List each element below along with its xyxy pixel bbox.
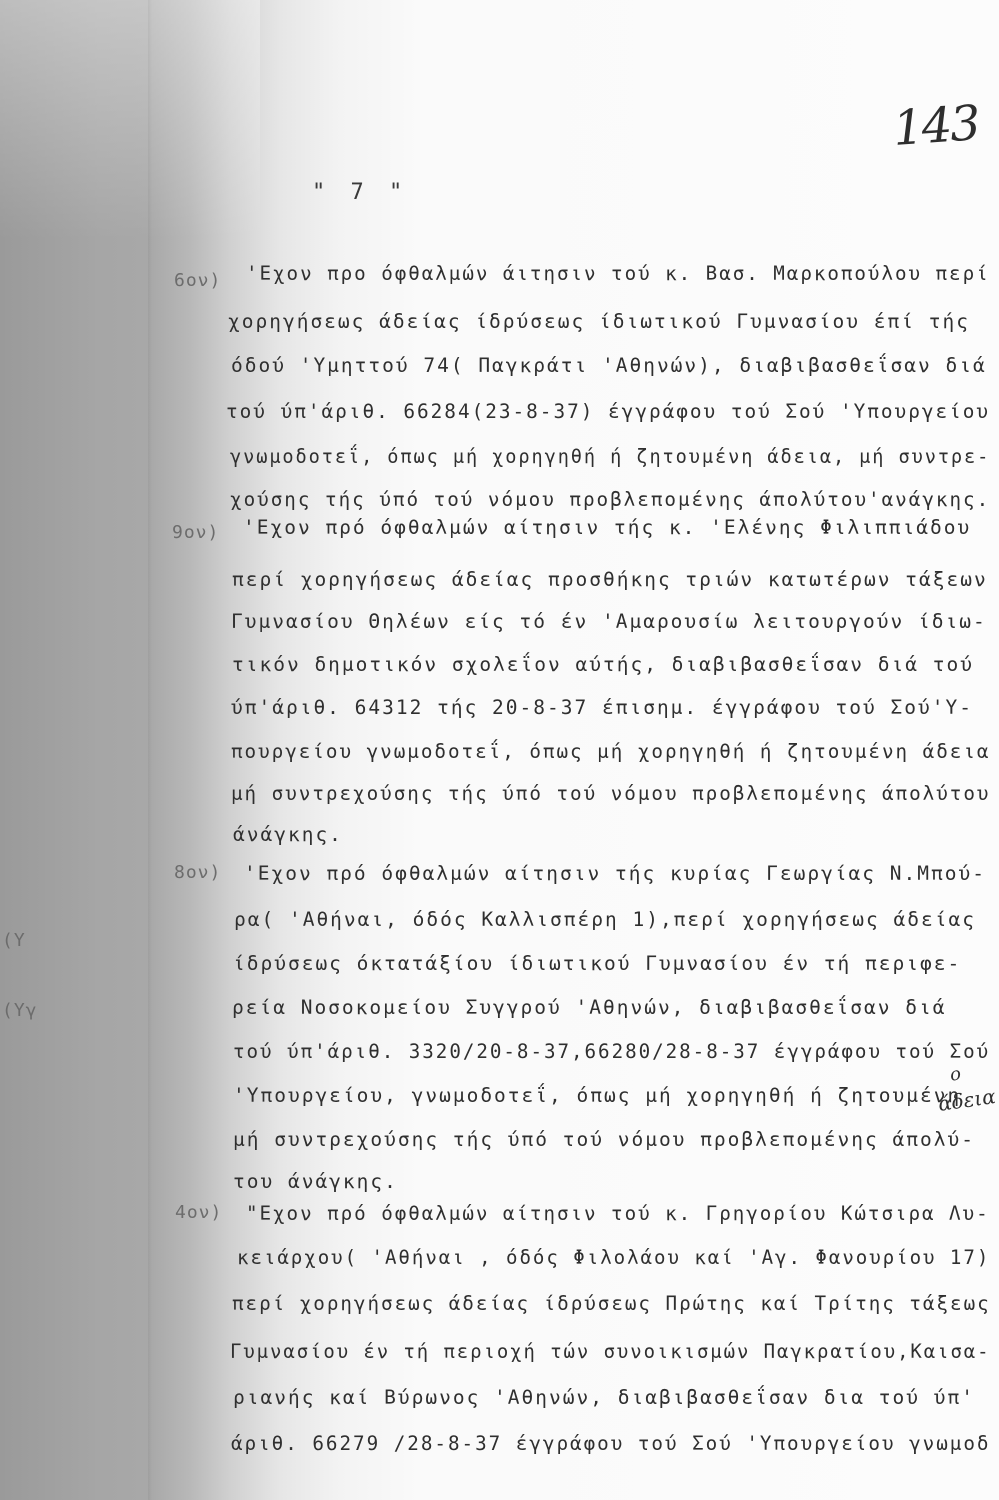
margin-label: (Υγ (2, 1000, 38, 1021)
text-line: μή συντρεχούσης τής ύπό τού νόμου προβλεπομένης άπολύτου (231, 782, 991, 805)
text-line: ίδρύσεως όκτατάξίου ίδιωτικού Γυμνασίου έν τή περιφε- (233, 952, 962, 975)
binding-fold (148, 0, 152, 1500)
scan-shadow (0, 0, 260, 240)
text-line: άριθ. 66279 /28-8-37 έγγράφου τού Σού 'Υπουργείου γνωμοδ (231, 1432, 991, 1455)
text-line: 'Εχον πρό όφθαλμών αίτησιν τής κ. 'Ελένης Φιλιππιάδου (243, 516, 972, 539)
text-line: περί χορηγήσεως άδείας ίδρύσεως Πρώτης καί Τρίτης τάξεως (232, 1292, 991, 1315)
text-line: ριανής καί Βύρωνος 'Αθηνών, διαβιβασθεΐσαν δια τού ύπ' (233, 1386, 975, 1409)
text-line: όδού 'Υμηττού 74( Παγκράτι 'Αθηνών), διαβιβασθεΐσαν διά (231, 354, 987, 377)
text-line: του άνάγκης. (233, 1170, 398, 1193)
margin-label: 9ον) (172, 522, 220, 543)
text-line: τού ύπ'άριθ. 3320/20-8-37,66280/28-8-37 έγγράφου τού Σού (233, 1040, 991, 1063)
text-line: άνάγκης. (233, 823, 343, 846)
text-line: Γυμνασίου έν τή περιοχή τών συνοικισμών Παγκρατίου,Καισα- (230, 1340, 991, 1363)
text-line: μή συντρεχούσης τής ύπό τού νόμου προβλεπομένης άπολύ- (233, 1128, 975, 1151)
text-line: 'Εχον προ όφθαλμών άιτησιν τού κ. Βασ. Μαρκοπούλου περί (246, 262, 990, 285)
text-line: Γυμνασίου Θηλέων είς τό έν 'Αμαρουσίω λειτουργούν ίδιω- (231, 610, 987, 633)
text-line: ύπ'άριθ. 64312 τής 20-8-37 έπισημ. έγγράφου τού Σού'Υ- (231, 696, 973, 719)
text-line: χούσης τής ύπό τού νόμου προβλεπομένης άπολύτου'ανάγκης. (230, 488, 991, 511)
text-line: πουργείου γνωμοδοτεΐ, όπως μή χορηγηθή ή ζητουμένη άδεια (231, 740, 991, 763)
handwritten-insert: άδεια (936, 1084, 998, 1116)
text-line: χορηγήσεως άδείας ίδρύσεως ίδιωτικού Γυμνασίου έπί τής (228, 310, 970, 333)
text-line: περί χορηγήσεως άδείας προσθήκης τριών κατωτέρων τάξεων (232, 568, 988, 591)
margin-label: 8ον) (174, 862, 222, 883)
margin-label: 4ον) (175, 1202, 223, 1223)
text-line: τού ύπ'άριθ. 66284(23-8-37) έγγράφου τού Σού 'Υπουργείου (226, 400, 991, 423)
margin-label: (Υ (2, 930, 26, 951)
margin-label: 6ον) (174, 270, 222, 291)
text-line: ρα( 'Αθήναι, όδός Καλλισπέρη 1),περί χορηγήσεως άδείας (234, 908, 976, 931)
text-line: ρεία Νοσοκομείου Συγγρού 'Αθηνών, διαβιβασθεΐσαν διά (232, 996, 947, 1019)
handwritten-insert-marker: ο (948, 1063, 963, 1086)
text-line: 'Υπουργείου, γνωμοδοτεΐ, όπως μή χορηγηθή ή ζητουμένη (233, 1084, 962, 1107)
section-number: " 7 " (312, 180, 409, 205)
text-line: 'Εχον πρό όφθαλμών αίτησιν τής κυρίας Γεωργίας Ν.Μπού- (244, 862, 986, 885)
text-line: τικόν δημοτικόν σχολεΐον αύτής, διαβιβασθεΐσαν διά τού (232, 653, 974, 676)
text-line: γνωμοδοτεΐ, όπως μή χορηγηθή ή ζητουμένη άδεια, μή συντρε- (230, 445, 991, 468)
handwritten-page-number: 143 (891, 95, 981, 157)
text-line: "Εχον πρό όφθαλμών αίτησιν τού κ. Γρηγορίου Κώτσιρα Λυ- (246, 1202, 990, 1225)
text-line: κειάρχου( 'Αθήναι , όδός Φιλολάου καί 'Αγ. Φανουρίου 17) (237, 1246, 991, 1269)
